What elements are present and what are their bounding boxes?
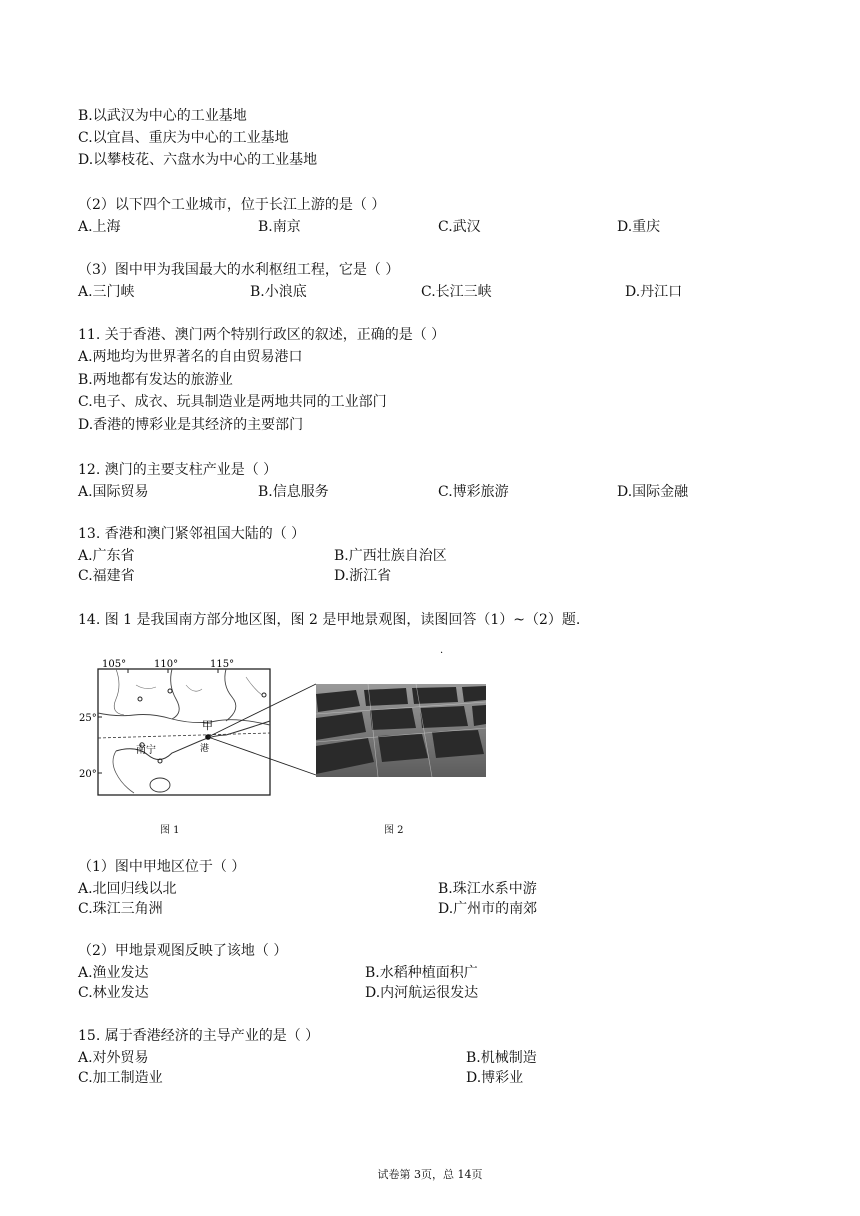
q10-option-d: D.以攀枝花、六盘水为中心的工业基地 xyxy=(78,152,318,168)
q11-stem: 11. 关于香港、澳门两个特别行政区的叙述，正确的是（ ） xyxy=(78,327,446,343)
q10-sub3-option-b: B.小浪底 xyxy=(250,284,307,300)
q15-option-a: A.对外贸易 xyxy=(78,1050,149,1066)
q15-option-d: D.博彩业 xyxy=(466,1070,524,1086)
q11-option-b: B.两地都有发达的旅游业 xyxy=(78,372,233,388)
q11-option-a: A.两地均为世界著名的自由贸易港口 xyxy=(78,349,303,365)
figure-2-caption: 图 2 xyxy=(384,825,404,836)
q14-sub2-stem: （2）甲地景观图反映了该地（ ） xyxy=(78,943,288,959)
q14-sub1-option-d: D.广州市的南郊 xyxy=(438,901,538,917)
q14-sub2-option-a: A.渔业发达 xyxy=(78,965,149,981)
q13-option-b: B.广西壮族自治区 xyxy=(334,548,447,564)
q14-sub1-stem: （1）图中甲地区位于（ ） xyxy=(78,859,246,875)
q14-sub1-option-a: A.北回归线以北 xyxy=(78,881,177,897)
q10-sub3-option-a: A.三门峡 xyxy=(78,284,135,300)
stray-dot: · xyxy=(440,648,444,659)
q10-sub3-option-c: C.长江三峡 xyxy=(421,284,492,300)
page-footer: 试卷第 3页，总 14页 xyxy=(377,1168,483,1181)
q10-option-b: B.以武汉为中心的工业基地 xyxy=(78,108,247,124)
figure-1-caption: 图 1 xyxy=(160,825,180,836)
place-label-hk: 港 xyxy=(200,744,210,754)
q14-stem: 14. 图 1 是我国南方部分地区图，图 2 是甲地景观图，读图回答（1）~（2）题. xyxy=(78,612,581,628)
q14-sub1-option-b: B.珠江水系中游 xyxy=(438,881,537,897)
place-label-jia: 甲 xyxy=(202,719,213,732)
q10-sub2-option-c: C.武汉 xyxy=(438,219,481,235)
q10-sub3-stem: （3）图中甲为我国最大的水利枢纽工程，它是（ ） xyxy=(78,262,400,278)
q14-sub1-option-c: C.珠江三角洲 xyxy=(78,901,163,917)
lon-label-115: 115° xyxy=(210,659,235,670)
q14-sub2-option-b: B.水稻种植面积广 xyxy=(365,965,478,981)
q14-sub2-option-d: D.内河航运很发达 xyxy=(365,985,479,1001)
q10-sub2-option-a: A.上海 xyxy=(78,219,121,235)
q13-option-d: D.浙江省 xyxy=(334,568,392,584)
q11-option-c: C.电子、成衣、玩具制造业是两地共同的工业部门 xyxy=(78,394,387,410)
q15-option-b: B.机械制造 xyxy=(466,1050,537,1066)
q14-sub2-option-c: C.林业发达 xyxy=(78,985,149,1001)
lon-label-105: 105° xyxy=(102,659,127,670)
q12-option-a: A.国际贸易 xyxy=(78,484,149,500)
q12-stem: 12. 澳门的主要支柱产业是（ ） xyxy=(78,462,278,478)
q11-option-d: D.香港的博彩业是其经济的主要部门 xyxy=(78,417,304,433)
q12-option-c: C.博彩旅游 xyxy=(438,484,509,500)
q12-option-d: D.国际金融 xyxy=(617,484,689,500)
q13-stem: 13. 香港和澳门紧邻祖国大陆的（ ） xyxy=(78,526,306,542)
q10-option-c: C.以宜昌、重庆为中心的工业基地 xyxy=(78,130,289,146)
q10-sub3-option-d: D.丹江口 xyxy=(625,284,683,300)
q10-sub2-stem: （2）以下四个工业城市，位于长江上游的是（ ） xyxy=(78,197,386,213)
q15-option-c: C.加工制造业 xyxy=(78,1070,163,1086)
place-label-nanning: 南宁 xyxy=(136,745,156,756)
q10-sub2-option-d: D.重庆 xyxy=(617,219,661,235)
q13-option-a: A.广东省 xyxy=(78,548,135,564)
q15-stem: 15. 属于香港经济的主导产业的是（ ） xyxy=(78,1028,320,1044)
fish-pond-landscape-photo xyxy=(316,684,486,777)
q13-option-c: C.福建省 xyxy=(78,568,135,584)
q10-sub2-option-b: B.南京 xyxy=(258,219,301,235)
lat-label-25: 25° xyxy=(79,713,97,724)
lat-label-20: 20° xyxy=(79,769,97,780)
q12-option-b: B.信息服务 xyxy=(258,484,329,500)
lon-label-110: 110° xyxy=(154,659,179,670)
